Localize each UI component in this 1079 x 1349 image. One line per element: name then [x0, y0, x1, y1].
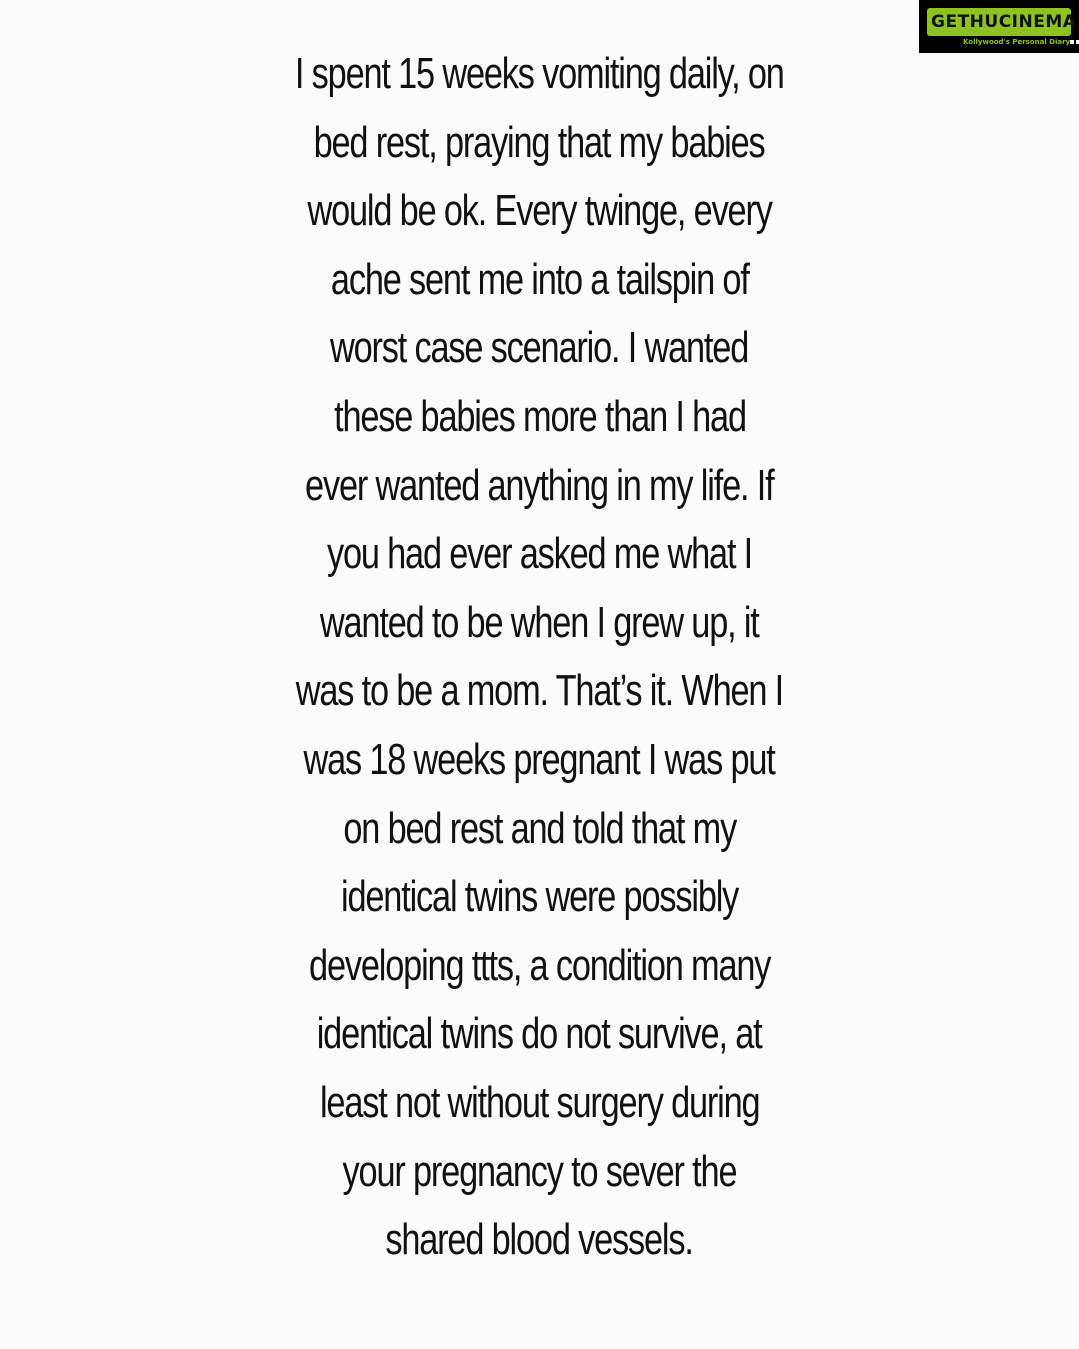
story-line: ever wanted anything in my life. If: [305, 460, 774, 510]
story-line: would be ok. Every twinge, every: [307, 186, 772, 236]
brand-badge: [927, 8, 1077, 36]
story-line: your pregnancy to sever the: [342, 1146, 737, 1196]
story-line: identical twins do not survive, at: [317, 1009, 762, 1059]
story-line: bed rest, praying that my babies: [314, 117, 765, 167]
story-text: [0, 40, 1079, 1275]
story-line: developing ttts, a condition many: [308, 940, 771, 990]
story-line: least not without surgery during: [319, 1077, 760, 1127]
story-line: worst case scenario. I wanted: [330, 323, 749, 373]
story-line: ache sent me into a tailspin of: [330, 254, 749, 304]
story-line: identical twins were possibly: [340, 872, 739, 922]
story-line: wanted to be when I grew up, it: [320, 597, 759, 647]
story-line: shared blood vessels.: [385, 1215, 694, 1265]
story-line: you had ever asked me what I: [326, 529, 753, 579]
story-line: these babies more than I had: [333, 391, 746, 441]
story-line: on bed rest and told that my: [343, 803, 736, 853]
story-line: I spent 15 weeks vomiting daily, on: [295, 49, 784, 98]
brand-name: GETHUCINEMA: [931, 12, 1077, 32]
story-line: was to be a mom. That’s it. When I: [295, 666, 784, 716]
brand-tagline: Kollywood's Personal Diary: [963, 38, 1071, 46]
story-line: was 18 weeks pregnant I was put: [303, 734, 776, 784]
